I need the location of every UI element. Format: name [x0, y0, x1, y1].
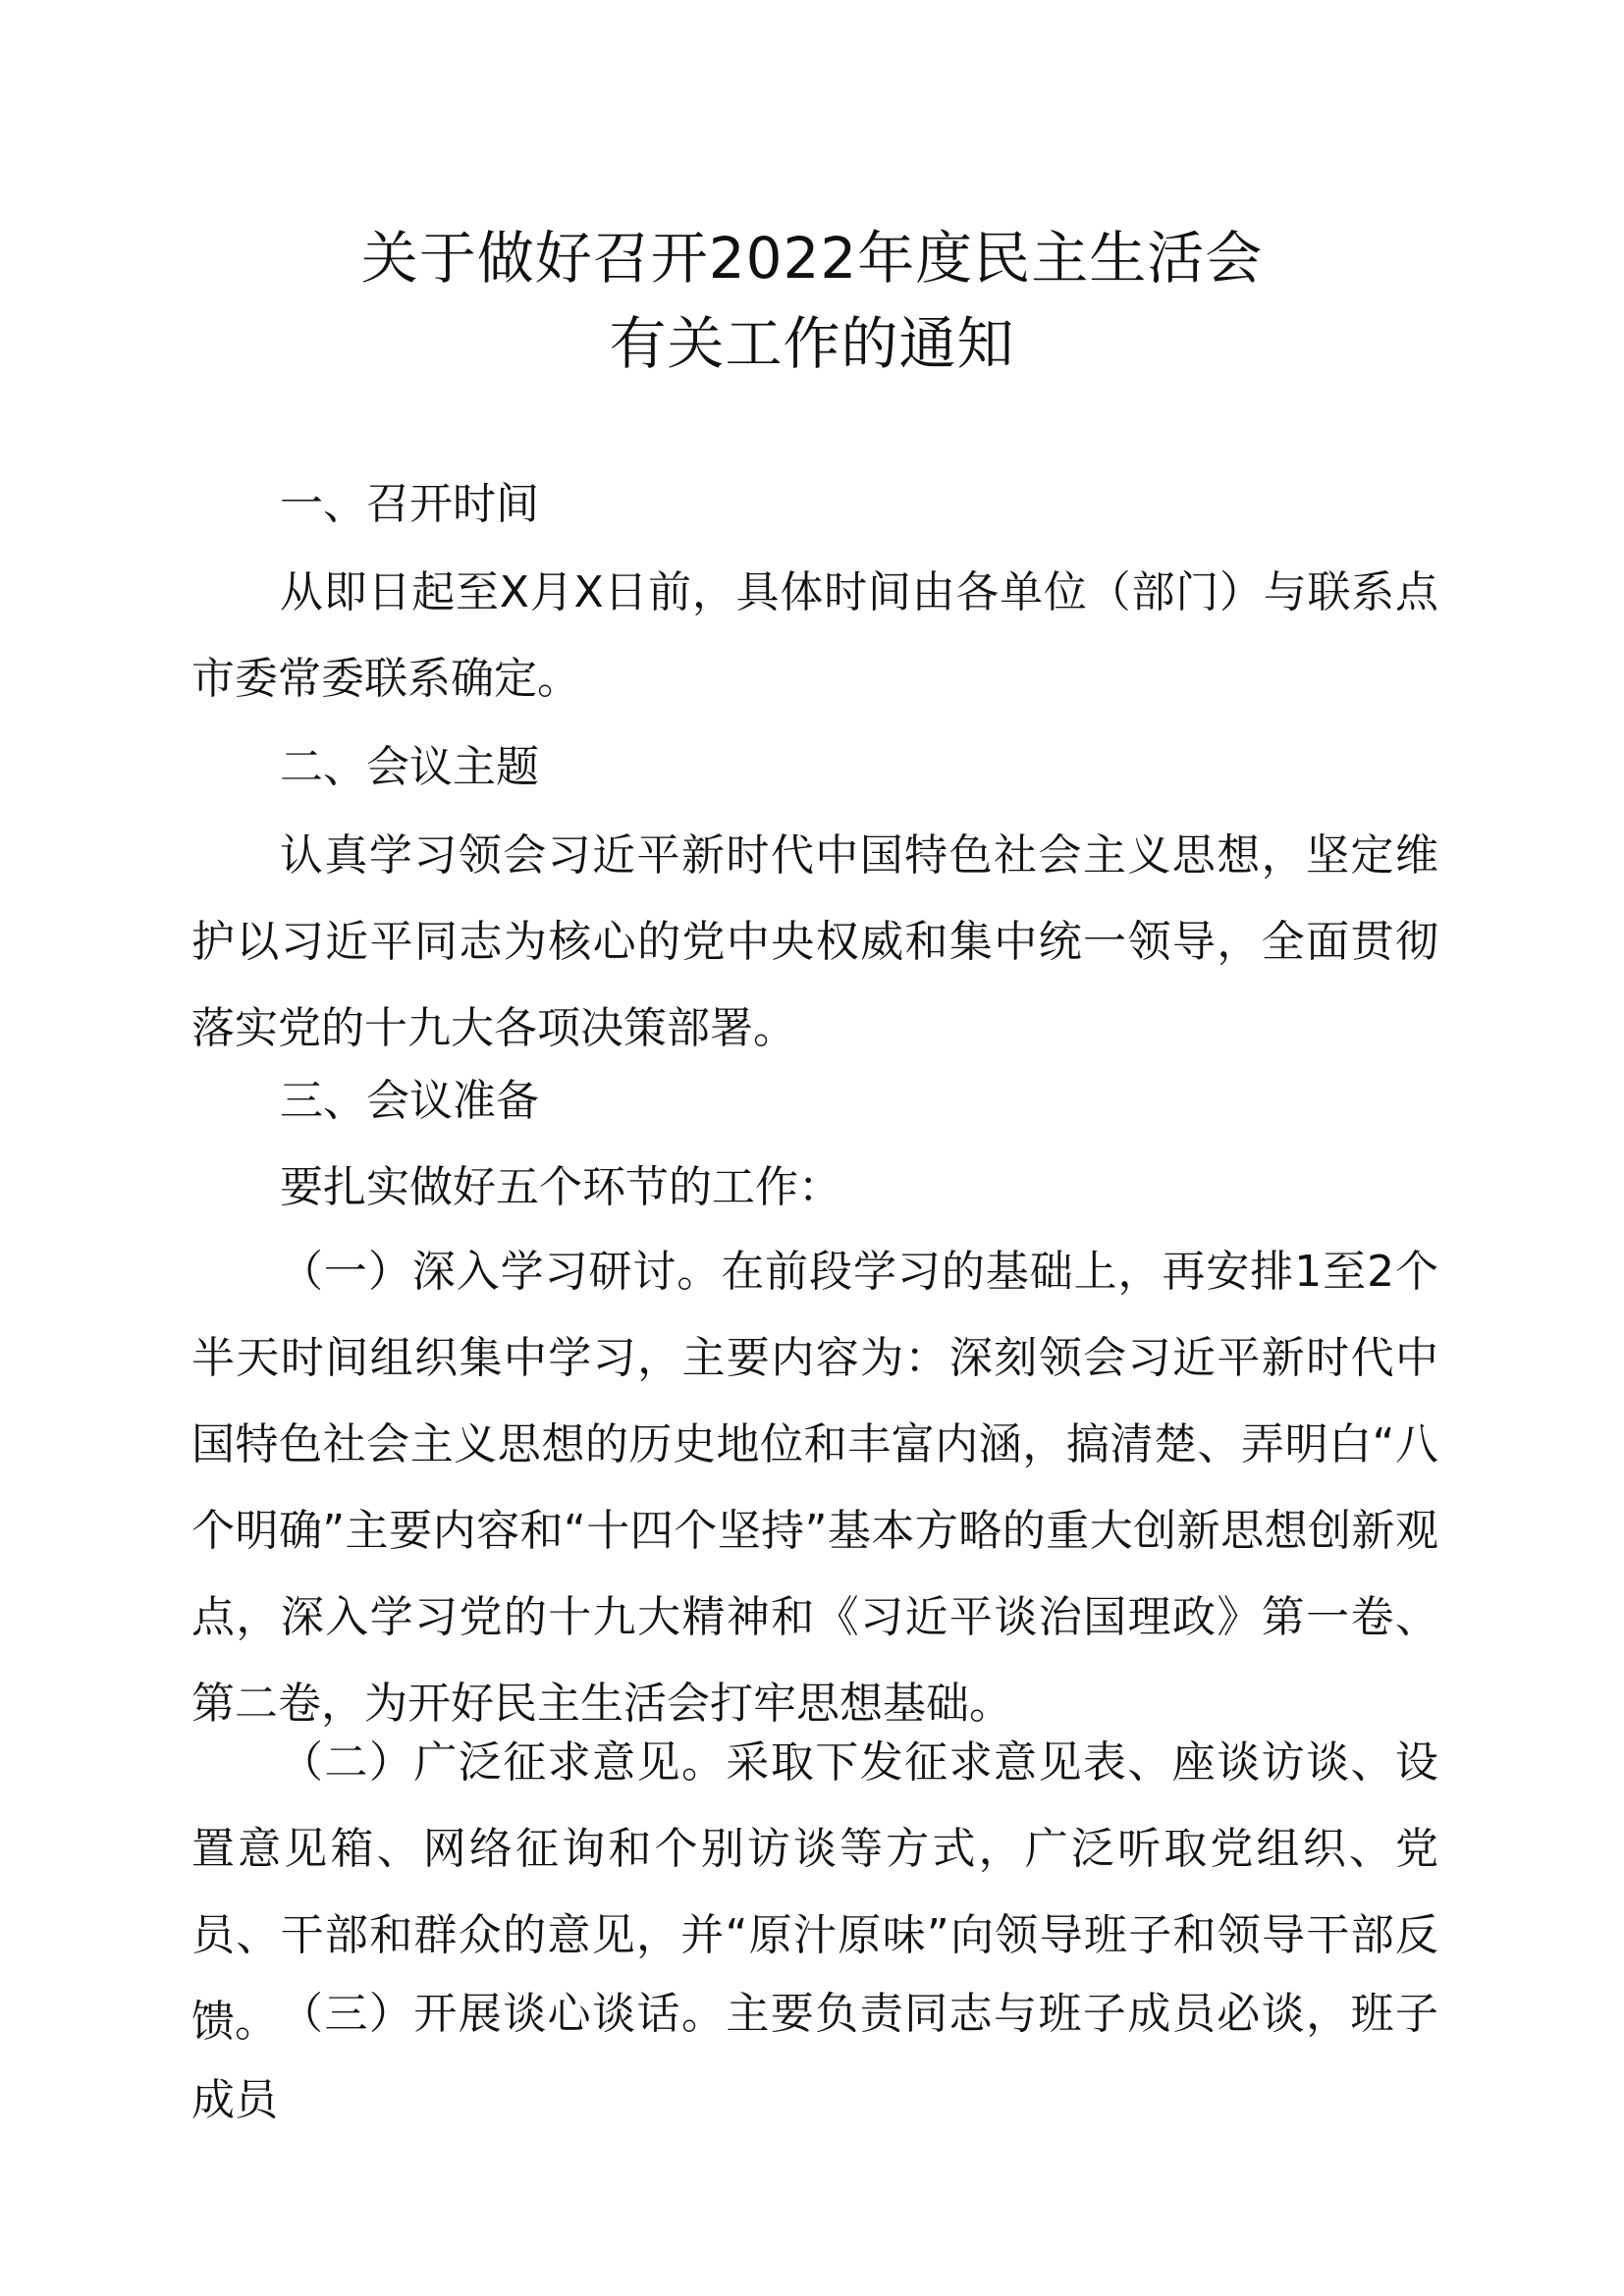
section-heading-theme: 二、会议主题	[280, 742, 539, 792]
paragraph-talks: （三）开展谈心谈话。主要负责同志与班子成员必谈，班子成员	[191, 1989, 1438, 2125]
paragraph-preparation-intro: 要扎实做好五个环节的工作：	[280, 1162, 841, 1212]
paragraph-time: 从即日起至X月X日前，具体时间由各单位（部门）与联系点市委常委联系确定。	[191, 567, 1438, 704]
paragraph-study: （一）深入学习研讨。在前段学习的基础上，再安排1至2个半天时间组织集中学习，主要内容为：深刻领会习近平新时代中国特色社会主义思想的历史地位和丰富内涵，搞清楚、弄明白“八个明确”主要内容和“十四个坚持”基本方略的重大创新思想创新观点，深入学习党的十九大精神和《习近平谈治国理政》第一卷、第二卷，为开好民主生活会打牢思想基础。	[191, 1247, 1438, 1729]
paragraph-opinions: （二）广泛征求意见。采取下发征求意见表、座谈访谈、设置意见箱、网络征询和个别访谈等方式，广泛听取党组织、党员、干部和群众的意见，并“原汁原味”向领导班子和领导干部反馈。	[191, 1737, 1438, 2047]
section-heading-time: 一、召开时间	[280, 479, 539, 529]
paragraph-theme: 认真学习领会习近平新时代中国特色社会主义思想，坚定维护以习近平同志为核心的党中央权威和集中统一领导，全面贯彻落实党的十九大各项决策部署。	[191, 830, 1438, 1053]
document-title-line2: 有关工作的通知	[609, 310, 1015, 377]
section-heading-preparation: 三、会议准备	[280, 1076, 539, 1126]
document-title-line1: 关于做好召开2022年度民主生活会	[360, 225, 1264, 292]
